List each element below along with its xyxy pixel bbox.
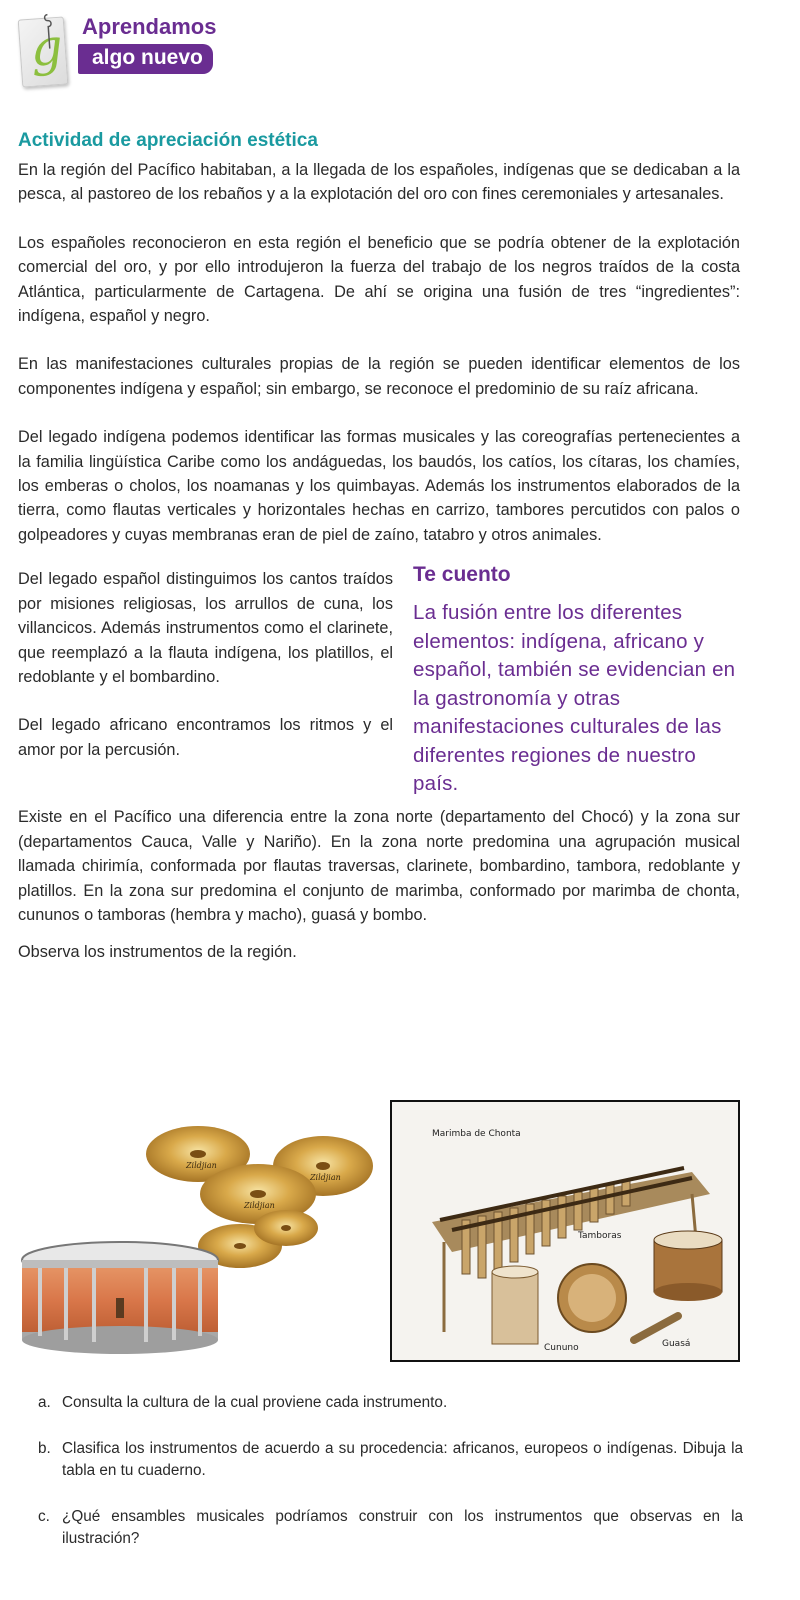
paragraph: Los españoles reconocieron en esta región el beneficio que se podría obtener de la explotación comercial del oro, y por ello introdujeron la fuerza del trabajo de los negros traídos de la costa Atlántica, particularmente de Cartagena. De ahí se origina una fusión de tres “ingredientes”: indígena, español y negro. bbox=[18, 233, 740, 326]
questions-list bbox=[38, 1392, 743, 1574]
question-letter: a. bbox=[38, 1394, 51, 1411]
cymbals-and-snare-image bbox=[18, 1110, 378, 1360]
question-item bbox=[38, 1392, 743, 1415]
question-item bbox=[38, 1506, 743, 1551]
te-cuento-text: La fusión entre los diferentes elementos: indígena, africano y español, también se evidencian en la gastronomía y otras manifestaciones culturales de las diferentes regiones de nuestro país. bbox=[413, 601, 736, 796]
left-column bbox=[18, 567, 393, 786]
marimba-label: Marimba de Chonta bbox=[432, 1129, 521, 1139]
main-content bbox=[18, 130, 740, 962]
cymbal-brand-text: Zildjian bbox=[186, 1161, 217, 1170]
logo-card bbox=[18, 16, 69, 87]
question-letter: c. bbox=[38, 1507, 50, 1525]
section-header-badge bbox=[18, 12, 228, 87]
paragraph: En las manifestaciones culturales propias de la región se pueden identificar elementos de los componentes indígena y español; sin embargo, se reconoce el predominio de su raíz africana. bbox=[18, 355, 740, 398]
guasa-label: Guasá bbox=[662, 1339, 691, 1349]
observe-text: Observa los instrumentos de la región. bbox=[18, 943, 297, 962]
te-cuento-title: Te cuento bbox=[413, 563, 511, 587]
cununo-label: Cununo bbox=[544, 1343, 579, 1353]
question-item bbox=[38, 1438, 743, 1483]
paragraph: Del legado indígena podemos identificar las formas musicales y las coreografías pertenecientes a la familia lingüística Caribe como los andáguedas, los baudós, los catíos, los cítaras, los chamíes, los emberas o cholos, los noamanas y los quimbayas. Además los instrumentos elaborados de la tierra, como flautas verticales y horizontales hechas en carrizo, tambores percutidos con palos o golpeadores y cuyas membranas eran de piel de zaíno, tatabro y otros animales. bbox=[18, 428, 740, 544]
marimba-drawing bbox=[392, 1102, 738, 1360]
paragraph: En la región del Pacífico habitaban, a la llegada de los españoles, indígenas que se dedicaban a la pesca, al pastoreo de los rebaños y a la explotación del oro con fines ceremoniales y artesanales. bbox=[18, 161, 740, 204]
two-column-block bbox=[18, 563, 740, 805]
paragraph-pacific-zones: Existe en el Pacífico una diferencia entre la zona norte (departamento del Chocó) y la zona sur (departamentos Cauca, Valle y Nariño). En la zona norte predomina una agrupación musical llamada chirimía, conformada por flautas traversas, clarinete, bombardino, tambora, redoblante y platillos. En la zona sur predomina el conjunto de marimba, conformado por marimba de chonta, cununos o tamboras (hembra y macho), guasá y bombo. bbox=[18, 808, 740, 924]
question-letter: b. bbox=[38, 1439, 51, 1457]
question-text: Consulta la cultura de la cual proviene cada instrumento. bbox=[62, 1394, 448, 1411]
section-title: Actividad de apreciación estética bbox=[18, 130, 318, 151]
question-text: ¿Qué ensambles musicales podríamos construir con los instrumentos que observas en la ilustración? bbox=[62, 1507, 743, 1547]
paragraph-spanish-legacy: Del legado español distinguimos los cantos traídos por misiones religiosas, los arrullos de cuna, los villancicos. Además instrumentos como el clarinete, que reemplazó a la flauta indígena, los platillos, el redoblante y el bombardino. bbox=[18, 570, 393, 686]
logo-letter: g bbox=[28, 17, 65, 78]
paragraph-african-legacy: Del legado africano encontramos los ritmos y el amor por la percusión. bbox=[18, 716, 393, 759]
pin-icon bbox=[40, 12, 57, 53]
header-subtitle: algo nuevo bbox=[78, 44, 213, 74]
tamboras-label: Tamboras bbox=[578, 1231, 622, 1241]
cymbal-brand-text: Zildjian bbox=[244, 1201, 275, 1210]
question-text: Clasifica los instrumentos de acuerdo a su procedencia: africanos, europeos o indígenas. Dibuja la tabla en tu cuaderno. bbox=[62, 1439, 743, 1479]
te-cuento-box bbox=[413, 563, 743, 799]
header-title: Aprendamos bbox=[82, 14, 217, 39]
marimba-and-drums-image bbox=[390, 1100, 740, 1362]
instrument-photos bbox=[18, 1100, 740, 1362]
cymbal-brand-text: Zildjian bbox=[310, 1173, 341, 1182]
